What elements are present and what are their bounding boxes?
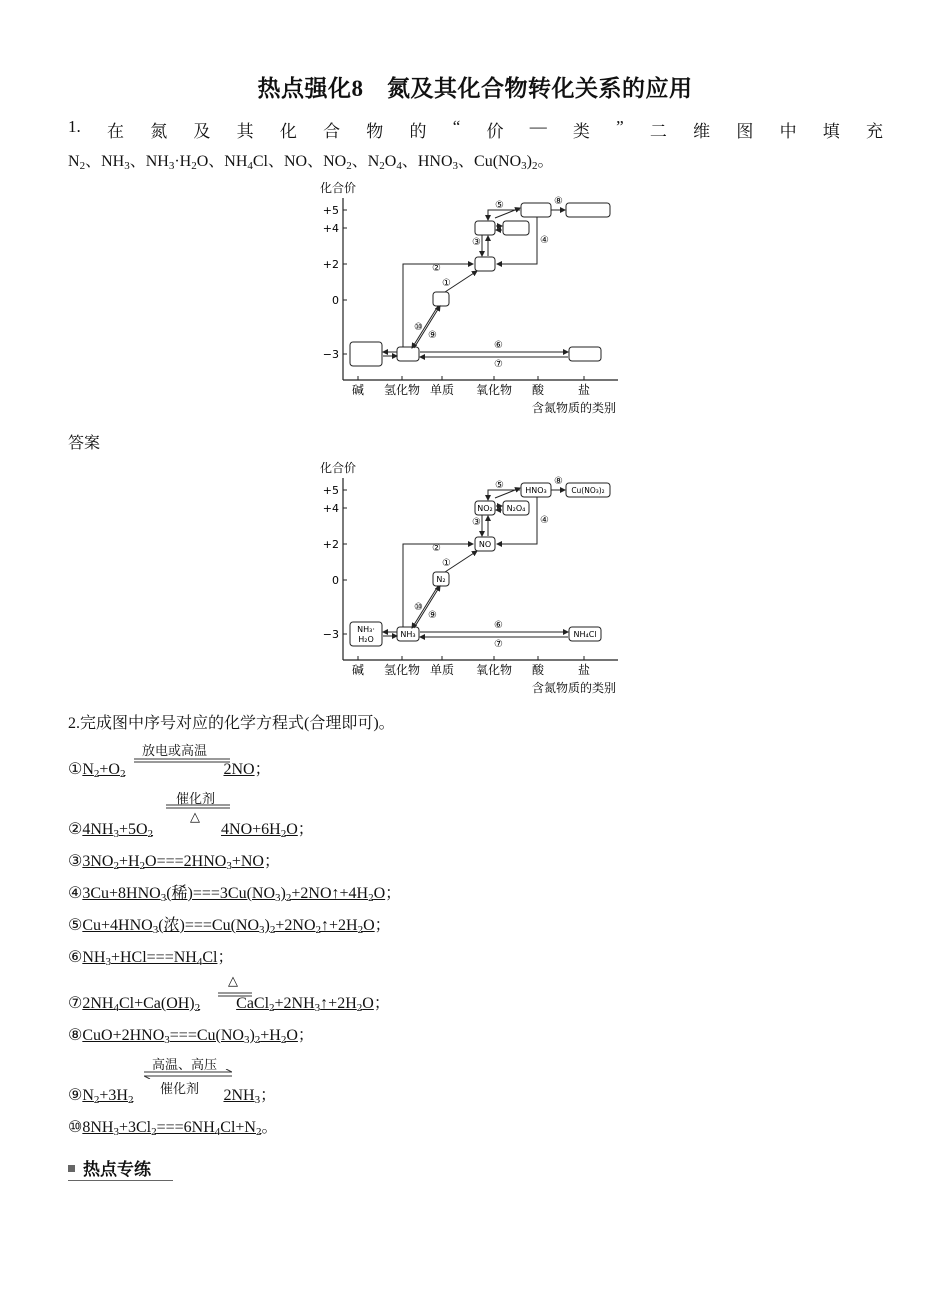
arrow-5-hno3-to-no2 xyxy=(488,490,520,500)
q1-token: 合 xyxy=(323,122,341,141)
x-tick-label: 单质 xyxy=(429,383,455,397)
marker-label: ⑧ xyxy=(554,476,563,487)
equation-7-sign xyxy=(218,992,252,998)
equation-1: $①N_2+O_2$ 2NO； xyxy=(68,761,271,780)
marker-label: ④ xyxy=(540,235,549,246)
marker-label: ① xyxy=(442,278,451,289)
q1-token: 1. xyxy=(68,117,81,136)
marker-label: ⑦ xyxy=(494,359,503,370)
arrow-5-hno3-to-no2 xyxy=(488,210,520,220)
x-tick-label: 碱 xyxy=(351,383,365,397)
equation-1-sign xyxy=(134,758,230,764)
box-label-salt3: NH₄Cl xyxy=(573,630,597,639)
equation-9-condition-top: 高温、高压 xyxy=(152,1058,218,1073)
marker-label: ② xyxy=(432,543,441,554)
box-label-base-top: NH₃· xyxy=(357,625,375,634)
equation-2: $②4NH_3+5O_2$ $4NO+6H_2O$； xyxy=(68,821,314,840)
marker-label: ⑦ xyxy=(494,639,503,650)
equation-6: $⑥NH_3+HCl===NH_4Cl$； xyxy=(68,949,234,968)
marker-label: ⑤ xyxy=(495,480,504,491)
box-label-base-bottom: H₂O xyxy=(358,635,374,644)
answer-label: 答案 xyxy=(68,433,101,452)
box-label-salt5: Cu(NO₃)₂ xyxy=(571,486,605,495)
q1-token: 氮 xyxy=(150,122,168,141)
equation-7: $⑦2NH_4Cl+Ca(OH)_2$ $CaCl_2+2NH_3↑+2H_2O$； xyxy=(68,995,390,1014)
y-axis-label: 化合价 xyxy=(320,461,357,475)
y-tick-label: +5 xyxy=(322,484,339,497)
marker-label: ⑨ xyxy=(428,330,437,341)
y-tick-label: +2 xyxy=(322,538,339,551)
q1-token: 二 xyxy=(649,122,667,141)
y-tick-label: 0 xyxy=(332,294,339,307)
q1-token: ” xyxy=(616,117,624,136)
equation-9-condition-bottom: 催化剂 xyxy=(160,1082,200,1097)
x-tick-label: 单质 xyxy=(429,663,455,677)
q1-token: 其 xyxy=(236,122,254,141)
q1-token: 中 xyxy=(779,122,797,141)
page-title: 热点强化8 氮及其化合物转化关系的应用 xyxy=(257,76,693,101)
square-bullet-icon xyxy=(68,1165,75,1172)
equation-2-condition-top: 催化剂 xyxy=(176,792,216,807)
x-tick-label: 氢化物 xyxy=(383,383,421,397)
marker-label: ⑩ xyxy=(414,322,423,333)
x-axis-label: 含氮物质的类别 xyxy=(532,681,617,695)
marker-label: ③ xyxy=(472,517,481,528)
section-heading: 热点专练 xyxy=(68,1155,151,1180)
box-label-oxide2: NO xyxy=(478,540,492,549)
x-tick-label: 氧化物 xyxy=(475,663,513,677)
box-element xyxy=(433,292,449,306)
marker-label: ③ xyxy=(472,237,481,248)
x-tick-label: 盐 xyxy=(577,383,591,397)
equation-2-condition-bottom: △ xyxy=(190,810,200,825)
box-label-element: N₂ xyxy=(436,575,446,584)
x-tick-label: 氢化物 xyxy=(383,663,421,677)
marker-label: ⑧ xyxy=(554,196,563,207)
equation-3: $③3NO_2+H_2O===2HNO_3+NO$； xyxy=(68,853,280,872)
q1-token: — xyxy=(529,117,547,136)
x-tick-label: 氧化物 xyxy=(475,383,513,397)
x-tick-label: 酸 xyxy=(531,663,545,677)
q1-token: 及 xyxy=(193,122,211,141)
x-tick-label: 盐 xyxy=(577,663,591,677)
marker-label: ⑤ xyxy=(495,200,504,211)
q1-token: 价 xyxy=(486,122,504,141)
equation-7-condition: △ xyxy=(228,974,238,989)
x-tick-label: 酸 xyxy=(531,383,545,397)
q1-token: 类 xyxy=(572,122,590,141)
marker-label: ⑥ xyxy=(494,620,503,631)
equation-8: $⑧CuO+2HNO_3===Cu(NO_3)_2+H_2O$； xyxy=(68,1027,314,1046)
box-acid xyxy=(521,203,551,217)
marker-label: ② xyxy=(432,263,441,274)
box-label-oxide4a: NO₂ xyxy=(477,504,493,513)
y-tick-label: −3 xyxy=(322,628,339,641)
q1-token: 图 xyxy=(736,122,754,141)
equation-1-condition: 放电或高温 xyxy=(142,744,208,759)
box-label-hydride: NH₃ xyxy=(400,630,416,639)
equation-5: $⑤Cu+4HNO_3$(浓)$===Cu(NO_3)_2+2NO_2↑+2H_2O$； xyxy=(68,917,391,936)
y-tick-label: +4 xyxy=(322,502,339,515)
equation-4: $④3Cu+8HNO_3$(稀)$===3Cu(NO_3)_2+2NO↑+4H_2O$； xyxy=(68,885,402,904)
box-salt5 xyxy=(566,203,610,217)
q1-token: 的 xyxy=(409,122,427,141)
q1-token: 维 xyxy=(693,122,711,141)
y-tick-label: +2 xyxy=(322,258,339,271)
x-tick-label: 碱 xyxy=(351,663,365,677)
box-oxide2 xyxy=(475,257,495,271)
q1-token: 充 xyxy=(866,122,883,141)
q1-token: 化 xyxy=(279,122,297,141)
y-tick-label: −3 xyxy=(322,348,339,361)
y-tick-label: +4 xyxy=(322,222,339,235)
box-salt3 xyxy=(569,347,601,361)
valence-category-diagram-blank xyxy=(310,178,650,418)
box-label-acid: HNO₃ xyxy=(525,486,547,495)
y-tick-label: 0 xyxy=(332,574,339,587)
y-axis-label: 化合价 xyxy=(320,181,357,195)
q1-token: 物 xyxy=(366,122,384,141)
equation-9: $⑨N_2+3H_2$ $2NH_3$； xyxy=(68,1087,277,1106)
box-base xyxy=(350,342,382,366)
marker-label: ⑩ xyxy=(414,602,423,613)
equation-10: $⑩8NH_3+3Cl_2===6NH_4Cl+N_2$。 xyxy=(68,1119,278,1138)
box-oxide4a xyxy=(475,221,495,235)
q1-token: “ xyxy=(452,117,461,136)
question-1-line-1 xyxy=(68,117,883,142)
box-label-oxide4b: N₂O₄ xyxy=(506,504,526,513)
y-tick-label: +5 xyxy=(322,204,339,217)
question-2-intro: 2.完成图中序号对应的化学方程式(合理即可)。 xyxy=(68,715,395,732)
marker-label: ① xyxy=(442,558,451,569)
marker-label: ⑨ xyxy=(428,610,437,621)
marker-label: ⑥ xyxy=(494,340,503,351)
valence-category-diagram-answer xyxy=(310,458,650,698)
q1-token: 填 xyxy=(822,122,840,141)
question-1-line-2: $N_2$、$NH_3$、$NH_3\cdot H_2O$、$NH_4Cl$、NO、$NO_2$、$N_2O_4$、$HNO_3$、$Cu(NO_3)_2$。 xyxy=(68,153,554,172)
box-oxide4b xyxy=(503,221,529,235)
q1-token: 在 xyxy=(106,122,124,141)
box-hydride xyxy=(397,347,419,361)
marker-label: ④ xyxy=(540,515,549,526)
section-underline xyxy=(68,1180,173,1181)
x-axis-label: 含氮物质的类别 xyxy=(532,401,617,415)
